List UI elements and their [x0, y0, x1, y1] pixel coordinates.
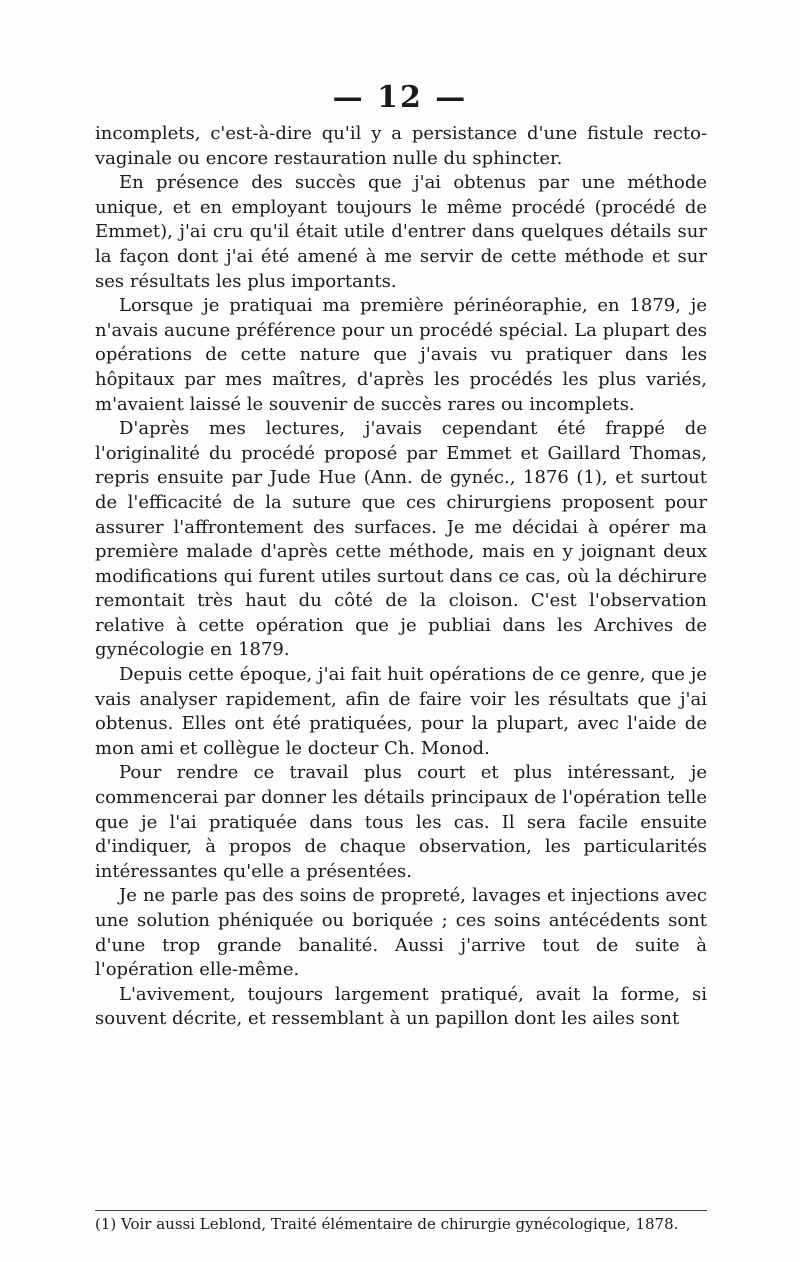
- paragraph-2: En présence des succès que j'ai obtenus par une méthode unique, et en employant toujours le même procédé (procédé de Emmet), j'ai cru qu'il était utile d'entrer dans quelques détails sur la façon dont j'ai été amené à me servir de cette méthode et sur ses résultats les plus importants.: [95, 172, 707, 292]
- paragraph-4: D'après mes lectures, j'avais cependant été frappé de l'originalité du procédé proposé par Emmet et Gaillard Thomas, repris ensuite par Jude Hue (Ann. de gynéc., 1876 (1), et surtout de l'efficacité de la suture que ces chirurgiens proposent pour assurer l'affrontement des surfaces. Je me décidai à opérer ma première malade d'après cette méthode, mais en y joignant deux modifications qui furent utiles surtout dans ce cas, où la déchirure remontait très haut du côté de la cloison. C'est l'observation relative à cette opération que je publiai dans les Archives de gynécologie en 1879.: [95, 418, 707, 661]
- paragraph-5: Depuis cette époque, j'ai fait huit opérations de ce genre, que je vais analyser rapidement, afin de faire voir les résultats que j'ai obtenus. Elles ont été pratiquées, pour la plupart, avec l'aide de mon ami et collègue le docteur Ch. Monod.: [95, 664, 707, 759]
- paragraph-3: Lorsque je pratiquai ma première périnéoraphie, en 1879, je n'avais aucune préférence pour un procédé spécial. La plupart des opérations de cette nature que j'avais vu pratiquer dans les hôpitaux par mes maîtres, d'après les procédés les plus variés, m'avaient laissé le souvenir de succès rares ou incomplets.: [95, 295, 707, 415]
- footnote-divider: [95, 1210, 707, 1211]
- body-text: [95, 122, 707, 1032]
- paragraph-7: Je ne parle pas des soins de propreté, lavages et injections avec une solution phéniquée ou boriquée ; ces soins antécédents sont d'une trop grande banalité. Aussi j'arrive tout de suite à l'opération elle-même.: [95, 885, 707, 981]
- paragraph-8: L'avivement, toujours largement pratiqué, avait la forme, si souvent décrite, et ressemblant à un papillon dont les ailes sont: [95, 983, 707, 1030]
- paragraph-6: Pour rendre ce travail plus court et plus intéressant, je commencerai par donner les détails principaux de l'opération telle que je l'ai pratiquée dans tous les cas. Il sera facile ensuite d'indiquer, à propos de chaque observation, les particularités intéressantes qu'elle a présentées.: [95, 762, 707, 882]
- footnote: (1) Voir aussi Leblond, Traité élémentaire de chirurgie gynécologique, 1878.: [95, 1215, 679, 1233]
- page-number: — 12 —: [332, 80, 468, 115]
- paragraph-1: incomplets, c'est-à-dire qu'il y a persistance d'une fistule recto-vaginale ou encore restauration nulle du sphincter.: [95, 123, 707, 169]
